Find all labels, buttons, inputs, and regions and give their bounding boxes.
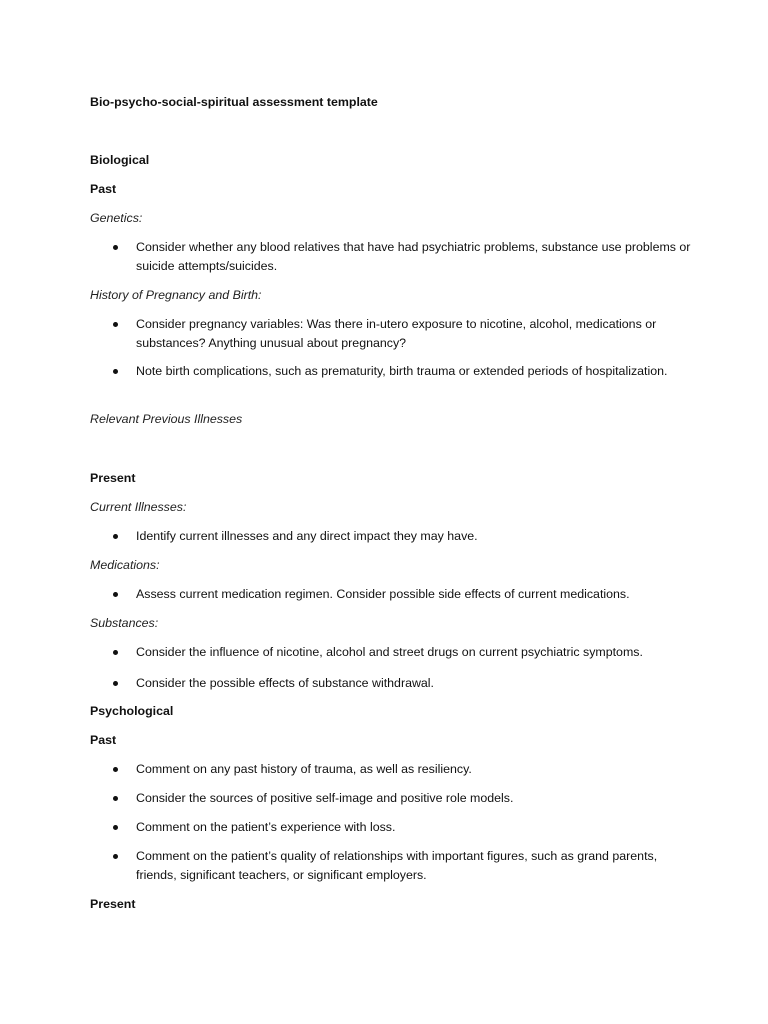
subheading-biological-present: Present — [90, 471, 136, 485]
label-previous-illnesses: Relevant Previous Illnesses — [90, 412, 243, 426]
label-medications: Medications: — [90, 558, 160, 572]
bullet-icon — [113, 767, 118, 772]
section-heading-biological: Biological — [90, 153, 150, 167]
list-item-psych-past-4: Comment on the patient’s quality of relationships with important figures, such as grand parents, friends, significant teachers, or significant employers. — [136, 849, 658, 882]
bullet-icon — [113, 796, 118, 801]
label-pregnancy-birth: History of Pregnancy and Birth: — [90, 288, 262, 302]
document-title: Bio-psycho-social-spiritual assessment template — [90, 95, 378, 109]
bullet-icon — [113, 825, 118, 830]
subheading-biological-past: Past — [90, 182, 117, 196]
section-heading-psychological: Psychological — [90, 704, 174, 718]
list-item-genetics-1: Consider whether any blood relatives that have had psychiatric problems, substance use problems or suicide attempts/suicides. — [136, 240, 691, 273]
label-substances: Substances: — [90, 616, 159, 630]
bullet-icon — [113, 650, 118, 655]
list-item-psych-past-3: Comment on the patient’s experience with loss. — [136, 820, 396, 834]
list-item-psych-past-1: Comment on any past history of trauma, as well as resiliency. — [136, 762, 472, 776]
list-item-psych-past-2: Consider the sources of positive self-image and positive role models. — [136, 791, 514, 805]
bullet-icon — [113, 854, 118, 859]
list-item-substances-2: Consider the possible effects of substance withdrawal. — [136, 676, 434, 690]
list-item-medications-1: Assess current medication regimen. Consider possible side effects of current medications. — [136, 587, 630, 601]
bullet-icon — [113, 534, 118, 539]
list-item-current-illnesses-1: Identify current illnesses and any direct impact they may have. — [136, 529, 478, 543]
bullet-icon — [113, 245, 118, 250]
bullet-icon — [113, 369, 118, 374]
label-genetics: Genetics: — [90, 211, 143, 225]
list-item-pregnancy-1: Consider pregnancy variables: Was there in-utero exposure to nicotine, alcohol, medications or substances? Anything unusual about pregnancy? — [136, 317, 657, 350]
list-item-substances-1: Consider the influence of nicotine, alcohol and street drugs on current psychiatric symptoms. — [136, 645, 643, 659]
subheading-psychological-past: Past — [90, 733, 117, 747]
subheading-psychological-present: Present — [90, 897, 136, 911]
label-current-illnesses: Current Illnesses: — [90, 500, 187, 514]
bullet-icon — [113, 322, 118, 327]
bullet-icon — [113, 592, 118, 597]
bullet-icon — [113, 681, 118, 686]
list-item-pregnancy-2: Note birth complications, such as prematurity, birth trauma or extended periods of hospitalization. — [136, 364, 668, 378]
